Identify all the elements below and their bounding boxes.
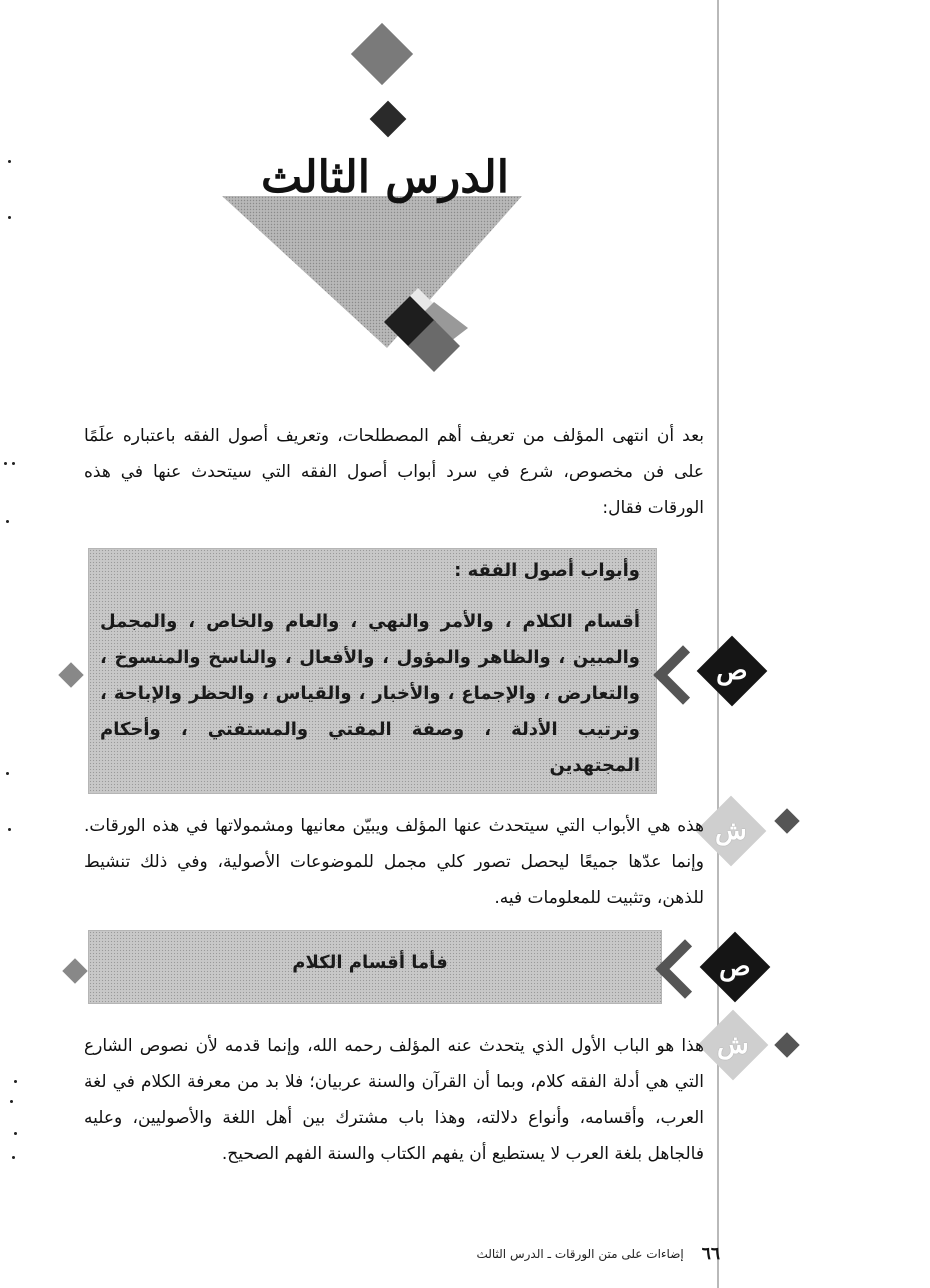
matn-1-side-diamond [58, 662, 83, 687]
lesson-title: الدرس الثالث [261, 152, 509, 203]
sharh-2-side-diamond [774, 1032, 799, 1057]
scan-mark [4, 462, 7, 465]
page-number: ٦٦ [701, 1244, 720, 1264]
matn-1-text: أقسام الكلام ، والأمر والنهي ، والعام والخاص ، والمجمل والمبين ، والظاهر والمؤول ، والأفعال ، والناسخ والمنسوخ ، والتعارض ، والإجماع ، والأخبار ، والقياس ، والحظر والإباحة ، وترتيب الأدلة ، وصفة المفتي والمستفتي ، وأحكام المجتهدين [100, 611, 640, 776]
scan-mark [8, 828, 11, 831]
matn-1-badge [697, 636, 768, 707]
scan-mark [12, 462, 15, 465]
scan-mark [14, 1132, 17, 1135]
scan-mark [14, 1080, 17, 1083]
sharh-2-badge [698, 1010, 769, 1081]
sharh-1-paragraph: هذه هي الأبواب التي سيتحدث عنها المؤلف ويبيّن معانيها ومشمولاتها في هذه الورقات. وإنما عدّها جميعًا ليحصل تصور كلي مجمل للموضوعات الأصولية، وفي ذلك تنشيط للذهن، وتثبيت للمعلومات فيه. [84, 816, 704, 908]
sharh-1-side-diamond [774, 808, 799, 833]
sharh-1-badge-letter: ش [715, 816, 747, 846]
sharh-2-badge-letter: ش [717, 1030, 749, 1060]
scan-mark [8, 216, 11, 219]
scan-mark [8, 160, 11, 163]
ornament-diamond-small [370, 101, 407, 138]
page-footer [420, 1242, 720, 1266]
margin-rule [717, 0, 719, 1288]
ornament-triangle [222, 196, 522, 372]
scan-mark [6, 772, 9, 775]
intro-paragraph: بعد أن انتهى المؤلف من تعريف أهم المصطلحات، وتعريف أصول الفقه باعتباره علَمًا على فن مخصوص، شرع في سرد أبواب أصول الفقه التي سيتحدث عنها في هذه الورقات فقال: [84, 426, 704, 518]
matn-1-heading: وأبواب أصول الفقه : [454, 560, 640, 581]
matn-2-heading: فأما أقسام الكلام [292, 952, 448, 973]
matn-2-badge-letter: ص [719, 952, 751, 982]
sharh-2-paragraph: هذا هو الباب الأول الذي يتحدث عنه المؤلف رحمه الله، وإنما قدمه لأن نصوص الشارع التي هي أدلة الفقه كلام، وبما أن القرآن والسنة عربيان؛ فلا بد من معرفة الكلام في لغة العرب، وأقسامه، وأنواع دلالته، وهذا باب مشترك بين أهل اللغة والأصوليين، وعليه فالجاهل بلغة العرب لا يستطيع أن يفهم الكتاب والسنة الفهم الصحيح. [84, 1036, 704, 1164]
scan-mark [6, 520, 9, 523]
running-title: إضاءات على متن الورقات ـ الدرس الثالث [476, 1247, 684, 1261]
matn-2-side-diamond [62, 958, 87, 983]
scan-mark [12, 1156, 15, 1159]
ornament-diamond-top [351, 23, 413, 85]
matn-2-badge [700, 932, 771, 1003]
scan-mark [10, 1100, 13, 1103]
sharh-1-badge [696, 796, 767, 867]
matn-1-badge-letter: ص [716, 656, 748, 686]
